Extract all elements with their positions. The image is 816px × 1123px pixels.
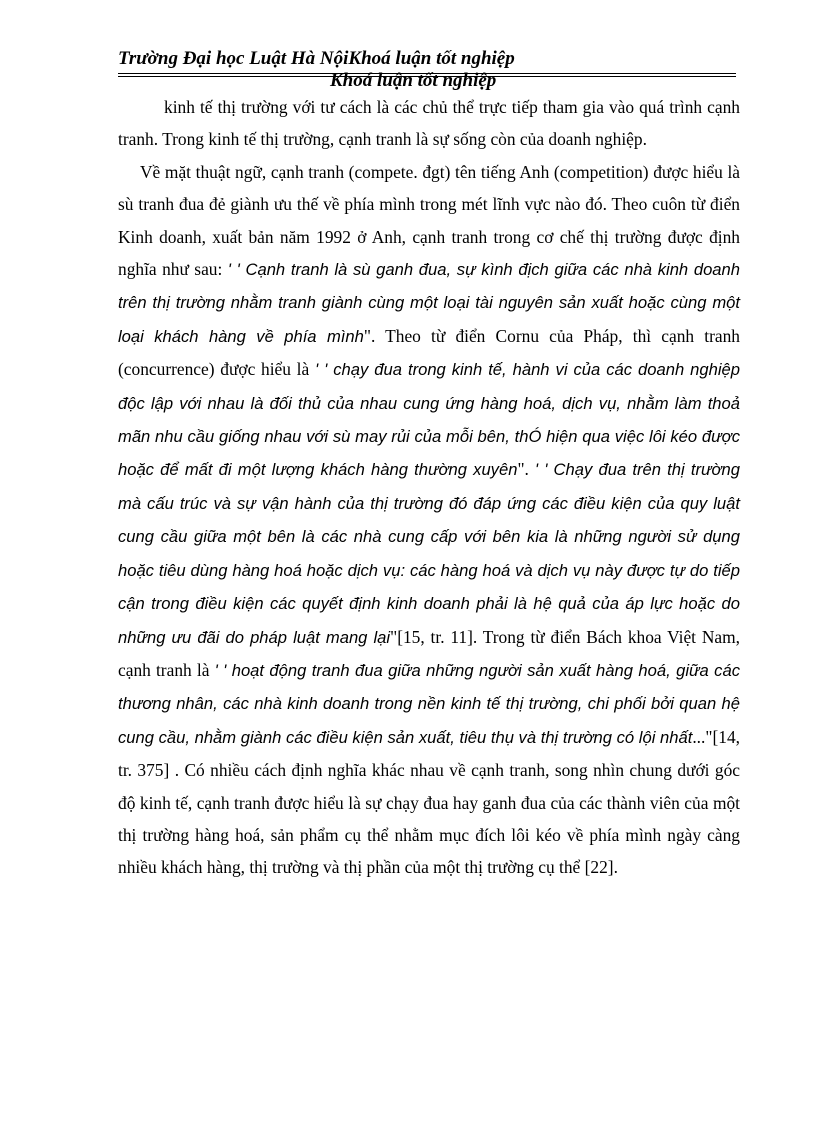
paragraph-2-text-2: ". Theo từ điển Cornu của Pháp, thì cạnh tranh (concurrence) được hiểu là (118, 325, 740, 380)
header-subtitle: Khoá luận tốt nghiệp (330, 70, 497, 91)
paragraph-2-text-4: "[15, tr. 11]. Trong từ điển Bách khoa Việt Nam, cạnh tranh là (118, 626, 740, 680)
paragraph-2-text-5: ..."[14, tr. 375] . Có nhiều cách định nghĩa khác nhau về cạnh tranh, song nhìn chung dưới góc độ kinh tế, cạnh tranh được hiểu là sự chạy đua hay ganh đua của các thành viên của một thị trường hàng hoá, sản phẩm cụ thể nhằm mục đích lôi kéo về phía mình ngày càng nhiều khách hàng, thị trường và thị phần của một thị trường cụ thể [22]. (118, 726, 740, 878)
paragraph-2-text-1: Về mặt thuật ngữ, cạnh tranh (compete. đgt) tên tiếng Anh (competition) được hiểu là sù tranh đua đẻ giành ưu thế về phía mình trong mét lĩnh vực nào đó. Theo cuôn từ điển Kinh doanh, xuất bản năm 1992 ở Anh, cạnh tranh trong cơ chế thị trường được định nghĩa như sau: (118, 161, 740, 280)
paragraph-2 (118, 156, 740, 884)
body-text (118, 91, 740, 884)
quote-market-race: ' ' Chạy đua trên thị trường mà cấu trúc và sự vận hành của thị trường đó đáp ứng các điều kiện của quy luật cung cầu giữa một bên là các nhà cung cấp với bên kia là những người sử dụng hoặc tiêu dùng hàng hoá hoặc dịch vụ: các hàng hoá và dịch vụ này được tự do tiếp cận trong điều kiện các quyết định kinh doanh phải là hệ quả của áp lực hoặc do những ưu đãi do pháp luật mang lại (118, 460, 741, 647)
paragraph-1: kinh tế thị trường với tư cách là các chủ thể trực tiếp tham gia vào quá trình cạnh tranh. Trong kinh tế thị trường, cạnh tranh là sự sống còn của doanh nghiệp. (118, 97, 740, 150)
quote-vietnam-encyclopedia: ' ' hoạt động tranh đua giữa những người sản xuất hàng hoá, giữa các thương nhân, các nhà kinh doanh trong nền kinh tế thị trường, chi phối bởi quan hệ cung cầu, nhằm giành các điều kiện sản xuất, tiêu thụ và thị trường có lội nhất (118, 660, 740, 747)
quote-cornu-dictionary: ' ' chạy đua trong kinh tế, hành vi của các doanh nghiệp độc lập với nhau là đối thủ của nhau cung ứng hàng hoá, dịch vụ, nhằm làm thoả mãn nhu cầu giống nhau với sù may rủi của mỗi bên, thÓ hiện qua việc lôi kéo được hoặc để mất đi một lượng khách hàng thường xuyên (118, 360, 740, 480)
header-title: Trường Đại học Luật Hà NộiKhoá luận tốt nghiệp (118, 48, 515, 69)
page-header (118, 48, 738, 91)
quote-business-dictionary: ' ' Cạnh tranh là sù ganh đua, sự kình địch giữa các nhà kinh doanh trên thị trường nhằm tranh giành cùng một loại tài nguyên sản xuất hoặc cùng một loại khách hàng về phía mình (118, 260, 740, 346)
paragraph-2-text-3: ". (517, 459, 535, 480)
